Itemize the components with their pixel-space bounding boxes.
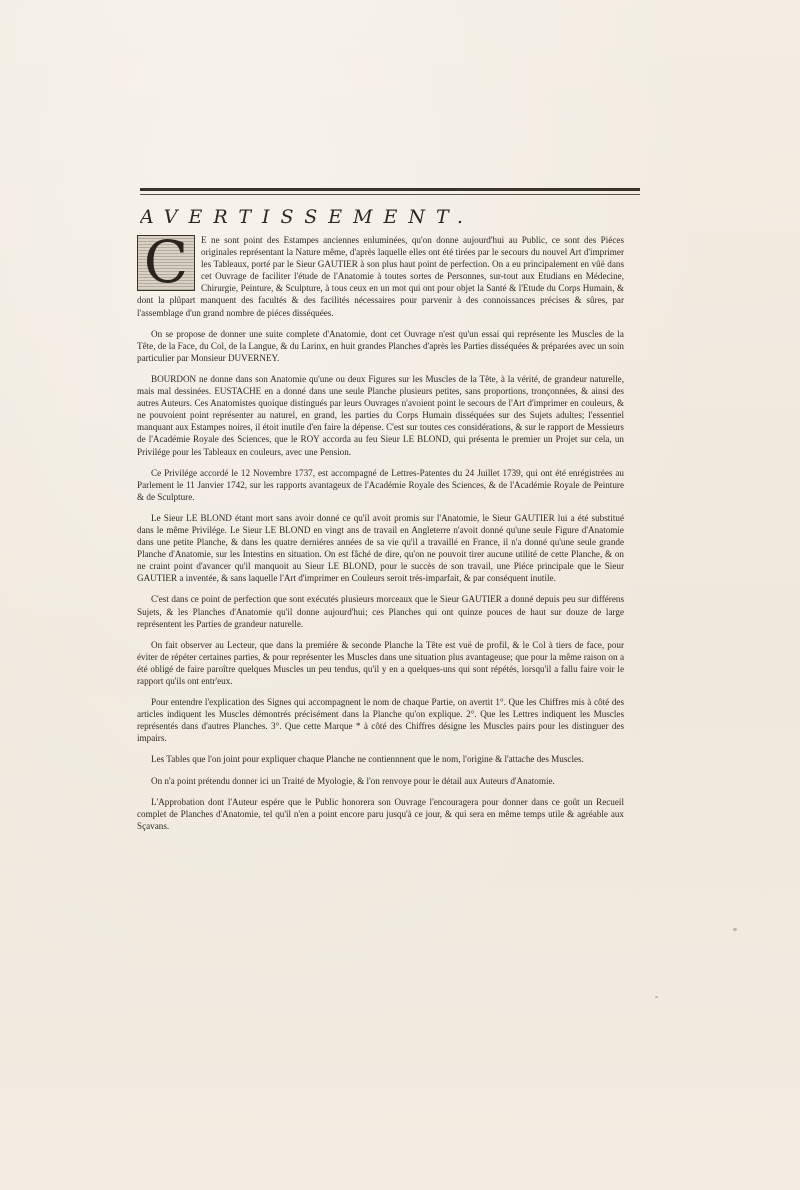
paragraph-10: On n'a point prétendu donner ici un Traité de Myologie, & l'on renvoye pour le détail aux Auteurs d'Anatomie. (151, 775, 555, 786)
top-rule-thin (140, 194, 640, 195)
page-title: AVERTISSEMENT. (140, 206, 474, 228)
paragraph-3: BOURDON ne donne dans son Anatomie qu'une ou deux Figures sur les Muscles de la Tête, à la vérité, de grandeur naturelle, mais mal dessinées. EUSTACHE en a donné dans une seule Planche plusieurs petites, sans proportions, tronçonnées, & ainsi des autres Auteurs. Ces Anatomistes quoique distingués par leurs Ouvrages n'avoient point le secours de l'Art d'imprimer en couleurs, & ne pouvoient point représenter au naturel, en grand, les parties du Corps Humain disséquées sur des Sujets adultes; l'essentiel manquant aux Estampes noires, il étoit inutile d'en faire la dépense. C'est sur toutes ces considérations, & sur le rapport de Messieurs de l'Académie Royale des Sciences, que le ROY accorda au feu Sieur LE BLOND, qui présenta le premier un Projet sur cela, un Privilége pour les Tableaux en couleurs, avec une Pension. (137, 373, 624, 457)
paper-blemish (733, 928, 737, 931)
paragraph-6: C'est dans ce point de perfection que sont exécutés plusieurs morceaux que le Sieur GAUTIER a donné depuis peu sur différens Sujets, & les Planches d'Anatomie qu'il donne aujourd'hui; ces Planches qui ont quinze pouces de haut sur douze de large représentent les Parties de grandeur naturelle. (137, 594, 624, 629)
paragraph-2: On se propose de donner une suite complete d'Anatomie, dont cet Ouvrage n'est qu'un essai qui représente les Muscles de la Tête, de la Face, du Col, de la Langue, & du Larinx, en huit grandes Planches d'après les Parties disséquées & préparées avec un soin particulier par Monsieur DUVERNEY. (137, 328, 624, 363)
top-rule-thick (140, 188, 640, 191)
paragraph-4: Ce Privilége accordé le 12 Novembre 1737, est accompagné de Lettres-Patentes du 24 Juillet 1739, qui ont été enrégistrées au Parlement le 11 Janvier 1742, sur les rapports avantageux de l'Académie Royale des Sciences, & de l'Académie Royale de Peinture & de Sculpture. (137, 467, 624, 502)
paragraph-7: On fait observer au Lecteur, que dans la premiére & seconde Planche la Tête est vuë de profil, & le Col à tiers de face, pour éviter de répéter certaines parties, & pour représenter les Muscles dans une situation plus avantageuse; que pour la même raison on a été obligé de faire paroître quelques Muscles un peu tendus, qu'il y en a quelques-uns qui sont répétés, lorsqu'il a fallu faire voir le rapport qu'ils ont entr'eux. (137, 639, 624, 686)
paragraph-5: Le Sieur LE BLOND étant mort sans avoir donné ce qu'il avoit promis sur l'Anatomie, le Sieur GAUTIER lui a été substitué dans le même Privilége. Le Sieur LE BLOND en vingt ans de travail en Angleterre n'avoit donné qu'une seule Figure d'Anatomie dans une petite Planche, & dans les quatre derniéres années de sa vie qu'il a travaillé en France, il n'a donné qu'une seule grande Planche d'Anatomie, sur les Intestins en situation. On est fâché de dire, qu'on ne pouvoit tirer aucune utilité de cette Planche, & on ne craint point d'avancer qu'il manquoit au Sieur LE BLOND, pour le succès de son travail, une Piéce principale que le Sieur GAUTIER a inventée, & sans laquelle l'Art d'imprimer en Couleurs seroit trés-imparfait, & par conséquent inutile. (137, 512, 624, 584)
body-text (137, 228, 624, 841)
decorated-initial: C (137, 235, 195, 291)
paragraph-1: C E ne sont point des Estampes anciennes enluminées, qu'on donne aujourd'hui au Public, ce sont des Piéces originales représentant la Nature même, d'après laquelle elles ont été tirées par le secours du nouvel Art d'imprimer les Tableaux, porté par le Sieur GAUTIER à son plus haut point de perfection. On a eu principalement en vûë dans cet Ouvrage de faciliter l'étude de l'Anatomie à toutes sortes de Personnes, sur-tout aux Etudians en Médecine, Chirurgie, Peinture, & Sculpture, à tous ceux en un mot qui ont pour objet la Santé & l'Etude du Corps Humain, & dont la plûpart manquent des facultés & des facilités nécessaires pour parvenir à des connoissances précises & sûres, par l'assemblage d'un grand nombre de piéces disséquées. (137, 228, 624, 318)
paragraph-8: Pour entendre l'explication des Signes qui accompagnent le nom de chaque Partie, on avertit 1°. Que les Chiffres mis à côté des articles indiquent les Muscles démontrés précisément dans la Planche qu'on explique. 2°. Que les Lettres indiquent les Muscles représentés dans d'autres Planches. 3°. Que cette Marque * à côté des Chiffres désigne les Muscles pairs pour les distinguer des impairs. (137, 697, 624, 744)
paragraph-9: Les Tables que l'on joint pour expliquer chaque Planche ne contiennnent que le nom, l'origine & l'attache des Muscles. (151, 754, 584, 765)
paragraph-11: L'Approbation dont l'Auteur espére que le Public honorera son Ouvrage l'encouragera pour donner dans ce goût un Recueil complet de Planches d'Anatomie, tel qu'il n'en a point encore paru jusqu'à ce jour, & qui sera en même temps utile & agréable aux Sçavans. (137, 796, 624, 831)
paper-blemish (655, 996, 658, 998)
